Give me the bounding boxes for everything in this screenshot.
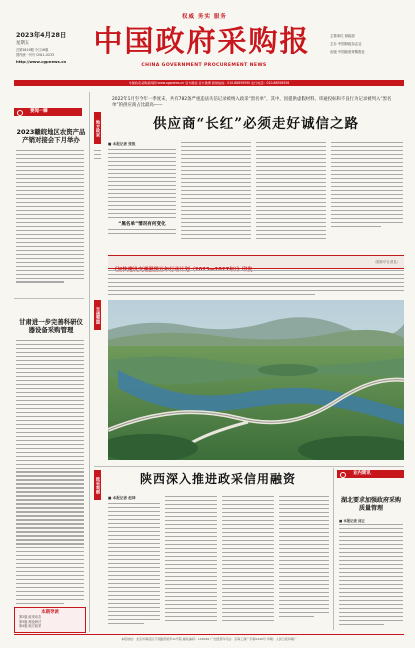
masthead-tags [182, 12, 227, 20]
notice-bar: 中国政府采购新闻网 www.cgpnews.cn 官方微信 官方微博 新闻热线：010-88659590 发行电话：010-88558926 [14, 80, 404, 86]
bottom-byline: ■ 本报记者 赵坤 [108, 496, 136, 500]
main-section-label: 地方政采 [94, 112, 101, 144]
highway-photo-svg [108, 300, 404, 460]
right-brief-byline: ■ 本报记者 邱立 [339, 519, 365, 523]
publisher-info [330, 34, 406, 54]
newspaper-title-en: CHINA GOVERNMENT PROCUREMENT NEWS [141, 63, 267, 68]
sidebar-headline-1[interactable]: 2023赣皖地区农资产品产销对接会下月举办 [16, 128, 86, 144]
bottom-col-2 [165, 496, 217, 628]
main-col-4 [331, 142, 403, 244]
sidebar-section-icon [17, 110, 23, 116]
issue-line-1: 总第2819期 今日16版 [16, 48, 49, 52]
main-left-column-decor [94, 150, 101, 170]
sidebar-box-line-1[interactable]: 第2版 政采动态 [19, 615, 42, 619]
website-link[interactable]: http://www.cgpnews.cn [16, 59, 67, 65]
tag-3: 服务 [213, 14, 227, 20]
right-brief-headline[interactable]: 湖北要求加强政府采购质量管理 [340, 497, 401, 512]
image-summary [108, 270, 404, 298]
sidebar-headline-2[interactable]: 甘肃进一步完善科研仪器设备采购管理 [19, 318, 83, 334]
bottom-col-4 [279, 496, 329, 628]
sidebar-box-line-2[interactable]: 第3版 理论研讨 [19, 619, 42, 624]
footer: 本报地址：北京市海淀区万寿路西街甲11号院 邮政编码：100036 广告经营许可证：京海工商广字第0240号 印刷：人民日报印刷厂 [14, 634, 404, 642]
sidebar-article-2-body [16, 340, 84, 610]
main-subhead: “黑名单”情况有何变化 [108, 221, 176, 227]
sidebar-box [14, 607, 86, 633]
right-brief-label: 业内简讯 [353, 471, 371, 476]
right-brief-icon [340, 472, 346, 478]
sidebar-section-title-1: 要闻一瞬 [30, 109, 48, 114]
image-credit: （据新华社消息） [372, 260, 400, 264]
sidebar-box-title: 本期导读 [41, 610, 59, 615]
right-column-separator [333, 468, 334, 630]
bottom-col-1 [108, 503, 160, 628]
main-byline: ■ 本报记者 张锐 [108, 142, 136, 146]
bottom-col-3 [222, 496, 274, 628]
issue-line-2: 国内统一刊号 CN11-0233 [16, 52, 55, 57]
column-separator [89, 92, 90, 632]
right-brief-body [339, 524, 403, 628]
sidebar-divider-1 [14, 298, 84, 299]
sidebar-box-line-3[interactable]: 第4版 地方政采 [19, 624, 42, 629]
main-divider [94, 466, 404, 467]
main-headline[interactable]: 供应商“长红”必须走好诚信之路 [152, 116, 360, 132]
publisher-line-3: 出版 中国政府采购报社 [330, 49, 365, 54]
image-side-label: 交通强国 [94, 300, 101, 330]
bottom-section-label: 政采观察 [94, 470, 101, 500]
bottom-headline[interactable]: 陕西深入推进政采信用融资 [139, 472, 296, 486]
tag-2: 务实 [197, 14, 211, 20]
image-caption-bar [108, 255, 404, 269]
sidebar-article-1-body [16, 150, 84, 285]
publisher-line-2: 主办 中国财政杂志社 [330, 41, 362, 46]
issue-weekday: 星期五 [16, 41, 30, 46]
lead-intro: 2022年1月至今年一季度末，共有782条严重违法失信记录被纳入政采“黑名单”，其中，因提供虚假材料、串通投标和不良行为记录被列入“黑名单”的供应商占比最高—— [112, 97, 392, 108]
sidebar-section-label-1 [14, 108, 82, 116]
tag-1: 权威 [182, 14, 196, 20]
main-col-3 [256, 142, 326, 244]
highway-photo [108, 300, 404, 460]
issue-date: 2023年4月28日 [16, 31, 67, 39]
date-block [16, 30, 88, 64]
publisher-line-1: 主管单位 财政部 [330, 34, 355, 38]
newspaper-title: 中国政府采购报 [93, 24, 311, 58]
main-col-2 [181, 142, 251, 244]
right-brief-label-bar [337, 470, 404, 478]
